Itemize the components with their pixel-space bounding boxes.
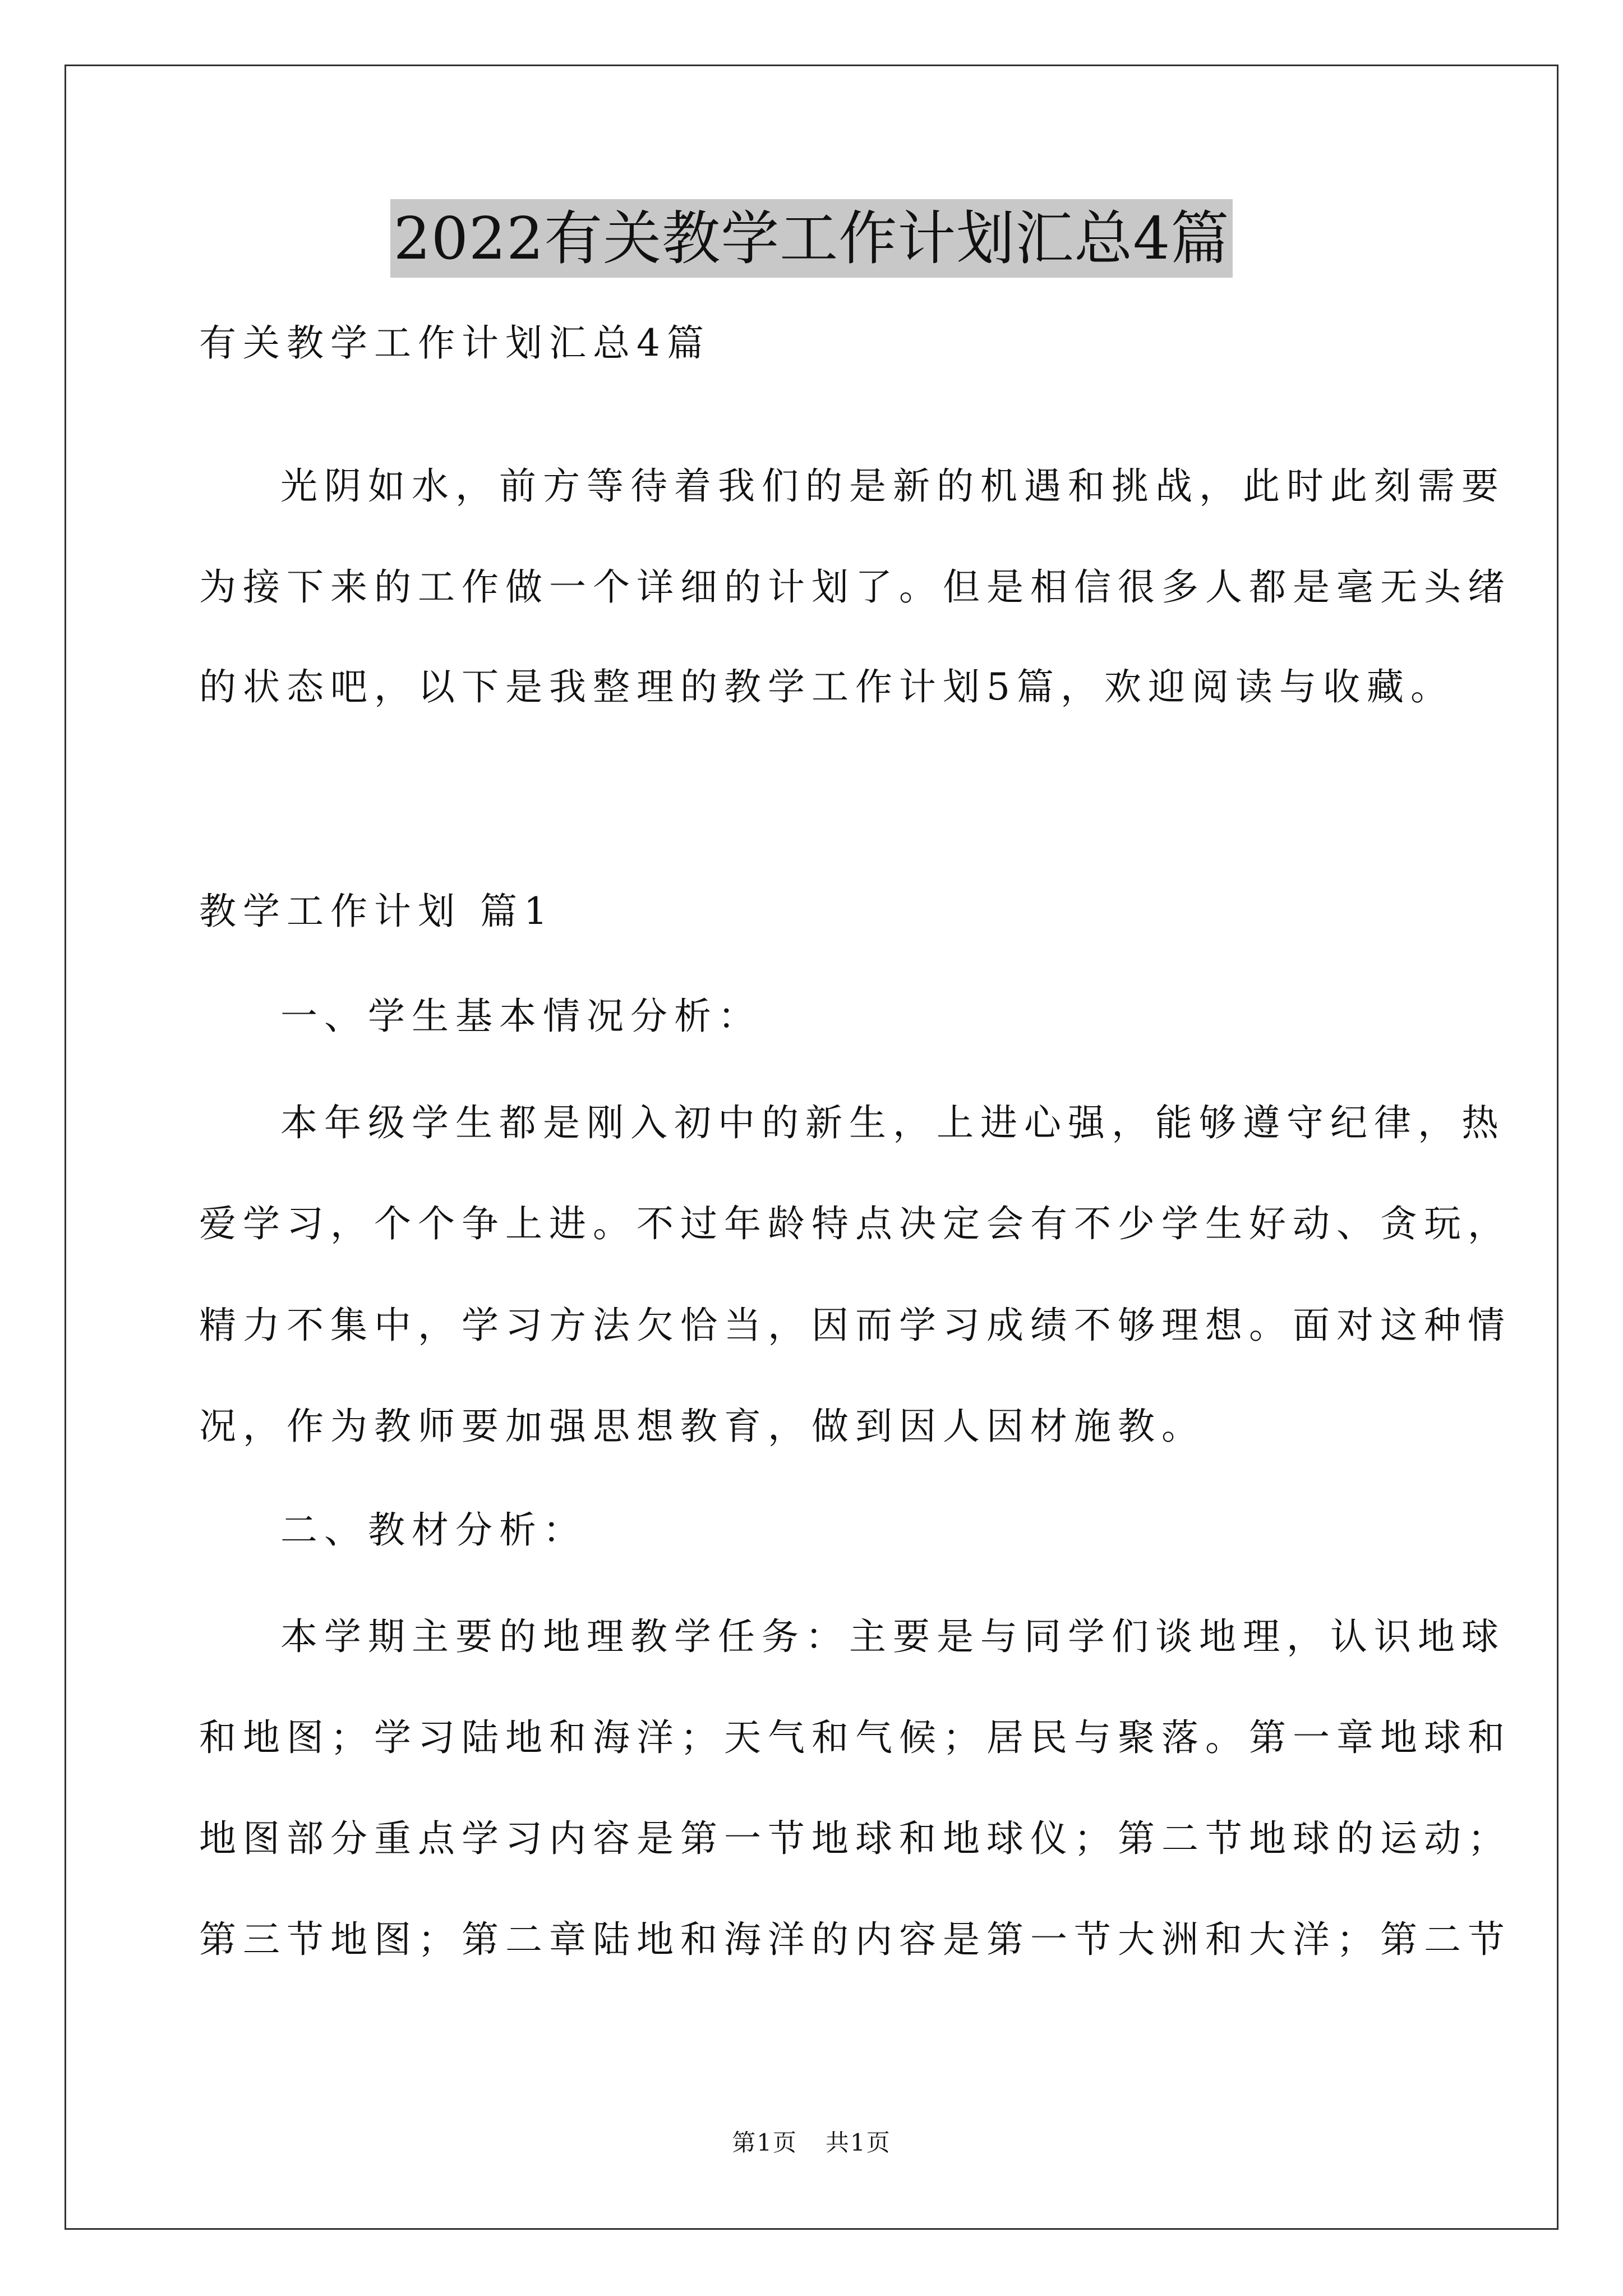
part2-line-3: 地图部分重点学习内容是第一节地球和地球仪；第二节地球的运动； [199, 1817, 1511, 1860]
part1-line-3: 精力不集中，学习方法欠恰当，因而学习成绩不够理想。面对这种情 [199, 1304, 1511, 1347]
part2-line-2: 和地图；学习陆地和海洋；天气和气候；居民与聚落。第一章地球和 [199, 1716, 1511, 1759]
document-title-text: 2022有关教学工作计划汇总4篇 [390, 199, 1233, 278]
part1-heading: 一、学生基本情况分析： [280, 995, 762, 1038]
section-heading: 教学工作计划 篇1 [199, 890, 554, 933]
part1-line-2: 爱学习，个个争上进。不过年龄特点决定会有不少学生好动、贪玩， [199, 1202, 1511, 1245]
part1-line-4: 况，作为教师要加强思想教育，做到因人因材施教。 [199, 1405, 1205, 1448]
intro-line-3: 的状态吧，以下是我整理的教学工作计划5篇，欢迎阅读与收藏。 [199, 665, 1454, 708]
page-footer [0, 2126, 1623, 2160]
part2-heading: 二、教材分析： [280, 1508, 587, 1552]
part2-line-4: 第三节地图；第二章陆地和海洋的内容是第一节大洲和大洋；第二节 [199, 1918, 1511, 1961]
intro-line-1: 光阴如水，前方等待着我们的是新的机遇和挑战，此时此刻需要 [280, 464, 1505, 508]
document-title [0, 199, 1623, 278]
part1-line-1: 本年级学生都是刚入初中的新生，上进心强，能够遵守纪律，热 [280, 1101, 1505, 1144]
page-total: 共1页 [826, 2129, 891, 2156]
document-subtitle: 有关教学工作计划汇总4篇 [199, 321, 711, 365]
intro-line-2: 为接下来的工作做一个详细的计划了。但是相信很多人都是毫无头绪 [199, 565, 1511, 609]
page-number: 第1页 [732, 2129, 797, 2156]
part2-line-1: 本学期主要的地理教学任务：主要是与同学们谈地理，认识地球 [280, 1615, 1505, 1658]
